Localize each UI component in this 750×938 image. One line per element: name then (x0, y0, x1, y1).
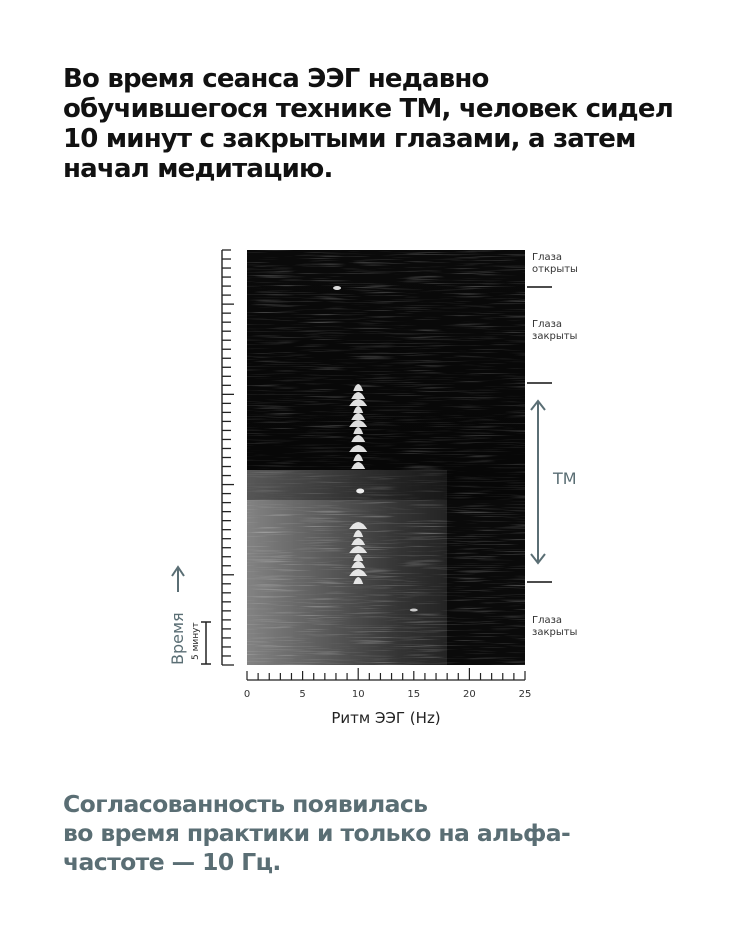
segment-label: закрыты (532, 331, 578, 342)
x-tick-label: 20 (463, 689, 476, 700)
segment-label-tm: ТМ (553, 469, 577, 488)
time-axis (222, 250, 234, 665)
y-axis-title-group (168, 567, 187, 665)
segment-label: закрыты (532, 627, 578, 638)
scale-bar (191, 622, 211, 664)
caption (63, 790, 703, 877)
alpha-peak-mark (356, 489, 364, 494)
caption-line: Согласованность появилась (63, 790, 428, 818)
x-tick-label: 10 (351, 689, 365, 700)
spectrogram-plot (247, 250, 525, 665)
scale-bar-label: 5 минут (191, 622, 201, 660)
noise-layer (247, 250, 525, 665)
artifact-mark (410, 609, 418, 612)
artifact-mark (333, 286, 341, 290)
segment-label: открыты (532, 264, 578, 275)
segment-label: Глаза (532, 252, 563, 263)
heading-line: 10 минут с закрытыми глазами, а затем (63, 124, 636, 154)
caption-line: во время практики и только на альфа- (63, 819, 571, 847)
x-tick-label: 0 (243, 689, 251, 700)
frequency-axis (244, 668, 532, 700)
x-axis-label: Ритм ЭЭГ (Hz) (331, 709, 441, 727)
session-segments (527, 252, 578, 638)
x-tick-label: 5 (299, 689, 306, 700)
x-tick-label: 25 (518, 689, 532, 700)
caption-line: частоте — 10 Гц. (63, 848, 281, 876)
segment-label: Глаза (532, 615, 563, 626)
segment-label: Глаза (532, 319, 563, 330)
heading-line: начал медитацию. (63, 154, 333, 184)
y-axis-label: Время (168, 612, 187, 665)
heading-line: Во время сеанса ЭЭГ недавно (63, 64, 489, 94)
x-tick-label: 15 (407, 689, 421, 700)
heading-line: обучившегося технике ТМ, человек сидел (63, 94, 673, 124)
